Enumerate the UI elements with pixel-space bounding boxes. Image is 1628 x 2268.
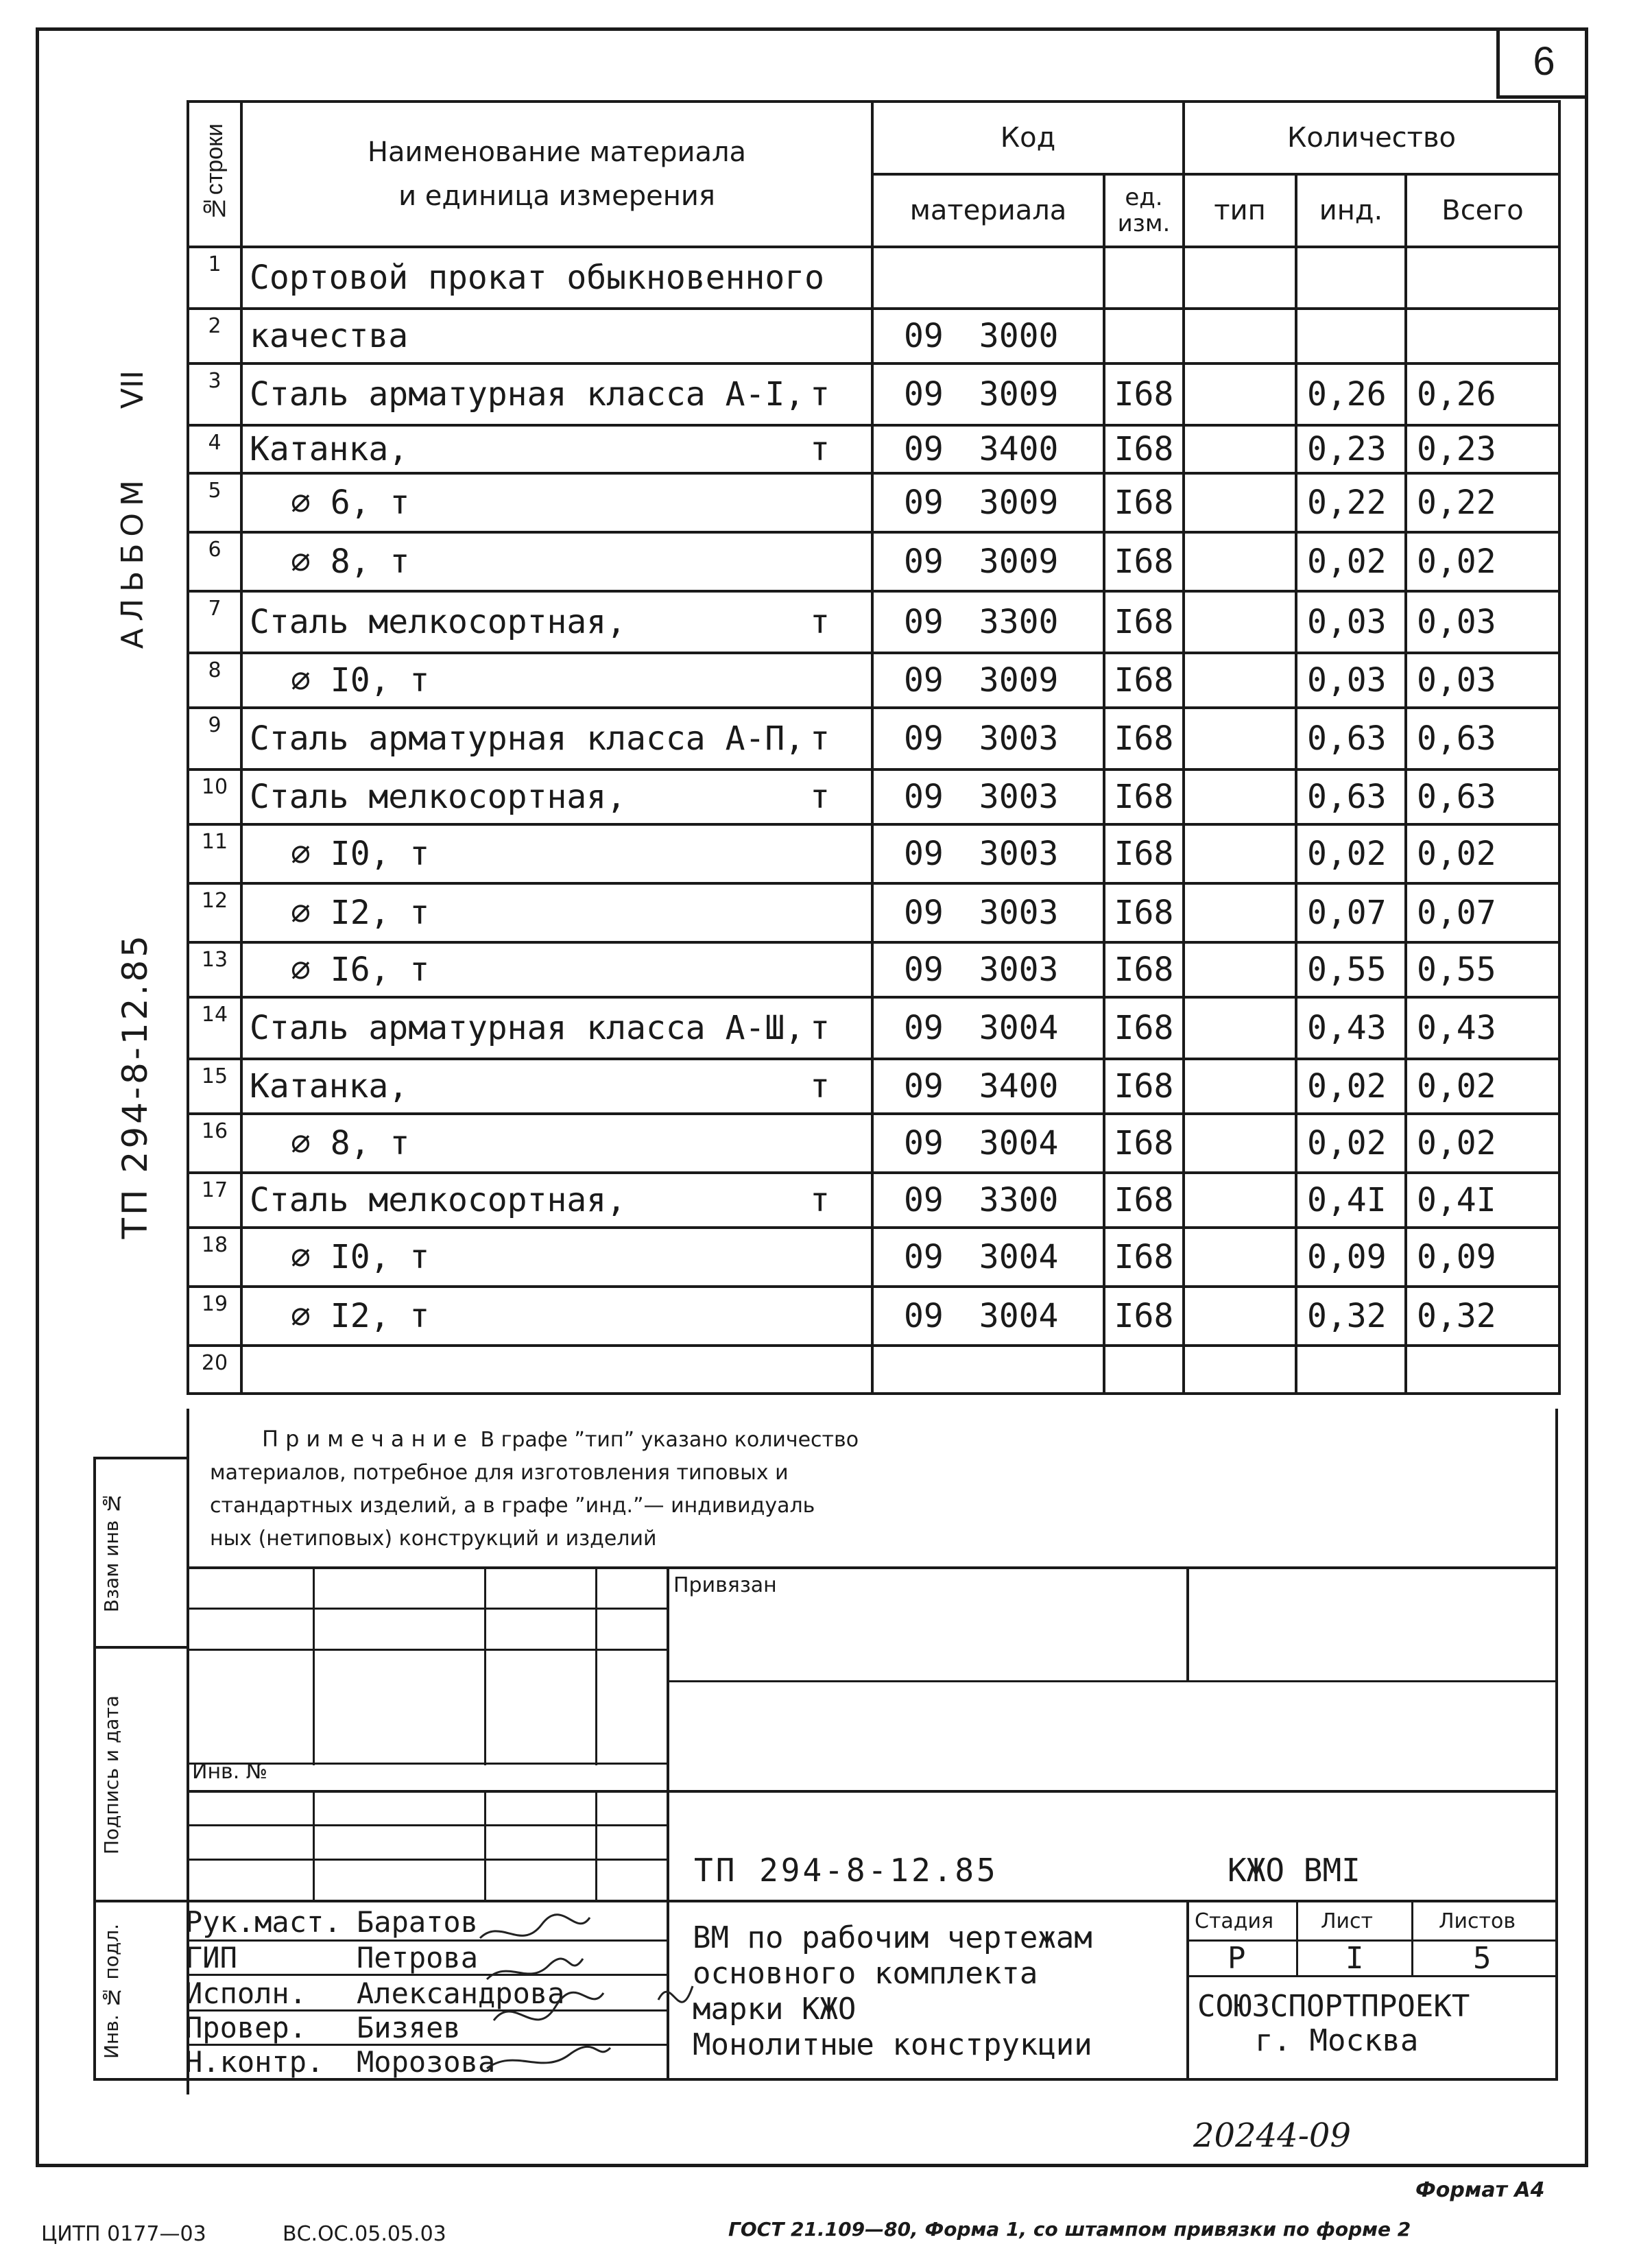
- table-row: [188, 883, 1559, 942]
- header-total: Всего: [1406, 174, 1559, 247]
- description-line: Монолитные конструкции: [693, 2027, 1092, 2062]
- role-title: Исполн.: [185, 1977, 307, 2010]
- row-number: 13: [188, 942, 241, 997]
- table-row: [188, 425, 1559, 473]
- qty-total: 0,4I: [1406, 1173, 1559, 1228]
- footer-right: ГОСТ 21.109—80, Форма 1, со штампом привязки по форме 2: [728, 2218, 1411, 2241]
- row-number: 15: [188, 1059, 241, 1114]
- org-city: г. Москва: [1255, 2023, 1419, 2058]
- material-code: 09 3400: [872, 1059, 1104, 1114]
- qty-ind: 0,23: [1296, 425, 1406, 473]
- material-name: ∅ I0, т: [241, 1228, 872, 1287]
- header-code: Код: [872, 102, 1184, 174]
- qty-total: 0,26: [1406, 363, 1559, 425]
- qty-type: [1184, 824, 1296, 883]
- qty-total: 0,55: [1406, 942, 1559, 997]
- material-code: 09 3009: [872, 473, 1104, 532]
- table-row: [188, 363, 1559, 425]
- qty-total: 0,23: [1406, 425, 1559, 473]
- table-row: [188, 1114, 1559, 1173]
- qty-type: [1184, 653, 1296, 708]
- row-number: 11: [188, 824, 241, 883]
- material-code: 09 3009: [872, 363, 1104, 425]
- material-code: 09 3003: [872, 708, 1104, 769]
- table-row: [188, 708, 1559, 769]
- qty-ind: 0,03: [1296, 653, 1406, 708]
- table-row: [188, 1228, 1559, 1287]
- material-code: 09 3004: [872, 1228, 1104, 1287]
- material-name: Сортовой прокат обыкновенного: [241, 247, 872, 309]
- note-line2: материалов, потребное для изготовления типовых и: [210, 1461, 789, 1485]
- qty-total: [1406, 309, 1559, 363]
- qty-total: 0,02: [1406, 1114, 1559, 1173]
- qty-ind: 0,26: [1296, 363, 1406, 425]
- unit-code: I68: [1104, 1287, 1184, 1346]
- material-code: 09 3300: [872, 591, 1104, 653]
- qty-ind: 0,02: [1296, 824, 1406, 883]
- album-number: VII: [115, 370, 150, 409]
- role-title: Провер.: [185, 2011, 307, 2044]
- note-line1: В графе ”тип” указано количество: [480, 1428, 859, 1452]
- qty-ind: 0,03: [1296, 591, 1406, 653]
- material-name: ∅ I0, т: [241, 824, 872, 883]
- qty-type: [1184, 309, 1296, 363]
- qty-total: 0,63: [1406, 708, 1559, 769]
- qty-total: 0,02: [1406, 824, 1559, 883]
- page-number: 6: [1496, 27, 1588, 99]
- qty-type: [1184, 708, 1296, 769]
- row-number: 17: [188, 1173, 241, 1228]
- material-code: 09 3300: [872, 1173, 1104, 1228]
- material-code: 09 3004: [872, 1287, 1104, 1346]
- material-name: Сталь арматурная класса А-П, т: [241, 708, 872, 769]
- qty-type: [1184, 532, 1296, 591]
- material-code: 09 3003: [872, 769, 1104, 824]
- material-code: [872, 1346, 1104, 1394]
- qty-total: 0,03: [1406, 653, 1559, 708]
- row-number: 3: [188, 363, 241, 425]
- material-name: ∅ I6, т: [241, 942, 872, 997]
- qty-type: [1184, 997, 1296, 1059]
- row-number: 4: [188, 425, 241, 473]
- qty-total: 0,02: [1406, 1059, 1559, 1114]
- row-number: 10: [188, 769, 241, 824]
- row-number: 7: [188, 591, 241, 653]
- note-line3: стандартных изделий, а в графе ”инд.”— индивидуаль: [210, 1494, 815, 1518]
- material-code: [872, 247, 1104, 309]
- row-number: 8: [188, 653, 241, 708]
- row-number: 18: [188, 1228, 241, 1287]
- material-name: ∅ 6, т: [241, 473, 872, 532]
- row-number: 6: [188, 532, 241, 591]
- qty-total: 0,22: [1406, 473, 1559, 532]
- unit-code: I68: [1104, 997, 1184, 1059]
- unit-code: I68: [1104, 708, 1184, 769]
- unit-code: I68: [1104, 942, 1184, 997]
- handwritten-number: 20244-09: [1193, 2116, 1351, 2155]
- material-code: 09 3003: [872, 883, 1104, 942]
- qty-total: 0,63: [1406, 769, 1559, 824]
- qty-type: [1184, 1173, 1296, 1228]
- stage-value: Р: [1228, 1941, 1246, 1976]
- table-row: [188, 309, 1559, 363]
- format-label: Формат А4: [1415, 2178, 1545, 2202]
- row-number: 1: [188, 247, 241, 309]
- inv-no-label: Инв. №: [192, 1760, 268, 1784]
- qty-type: [1184, 1346, 1296, 1394]
- qty-ind: 0,32: [1296, 1287, 1406, 1346]
- footer-left: ЦИТП 0177—03: [41, 2222, 206, 2246]
- role-title: Рук.маст.: [185, 1905, 342, 1939]
- unit-code: I68: [1104, 1059, 1184, 1114]
- material-code: 09 3003: [872, 942, 1104, 997]
- header-unit: ед. изм.: [1104, 174, 1184, 247]
- row-number: 19: [188, 1287, 241, 1346]
- header-material: материала: [872, 174, 1104, 247]
- unit-code: I68: [1104, 1173, 1184, 1228]
- note-title: Примечание: [262, 1426, 474, 1452]
- table-body: [188, 247, 1559, 1394]
- sheet-value: I: [1345, 1941, 1364, 1976]
- table-row: [188, 1173, 1559, 1228]
- role-person: Бизяев: [357, 2011, 461, 2044]
- material-name: Сталь мелкосортная, т: [241, 591, 872, 653]
- table-row: [188, 942, 1559, 997]
- table-row: [188, 1346, 1559, 1394]
- header-row-no: №строки: [188, 102, 241, 247]
- vzam-inv-label: Взам инв №: [100, 1491, 123, 1613]
- qty-type: [1184, 591, 1296, 653]
- unit-code: I68: [1104, 824, 1184, 883]
- qty-ind: 0,4I: [1296, 1173, 1406, 1228]
- sheets-value: 5: [1473, 1941, 1492, 1976]
- role-title: ГИП: [185, 1941, 237, 1974]
- table-row: [188, 653, 1559, 708]
- table-row: [188, 591, 1559, 653]
- role-title: Н.контр.: [185, 2045, 324, 2079]
- note-line4: ных (нетиповых) конструкций и изделий: [210, 1527, 657, 1551]
- qty-ind: 0,22: [1296, 473, 1406, 532]
- material-code: 09 3003: [872, 824, 1104, 883]
- doc-code: ТП 294-8-12.85: [694, 1852, 998, 1889]
- material-name: Сталь арматурная класса А-I, т: [241, 363, 872, 425]
- unit-code: I68: [1104, 591, 1184, 653]
- qty-total: 0,03: [1406, 591, 1559, 653]
- header-name: Наименование материала и единица измерения: [241, 102, 872, 247]
- unit-code: I68: [1104, 1228, 1184, 1287]
- qty-total: 0,07: [1406, 883, 1559, 942]
- row-number: 14: [188, 997, 241, 1059]
- table-row: [188, 1059, 1559, 1114]
- qty-type: [1184, 425, 1296, 473]
- unit-code: I68: [1104, 653, 1184, 708]
- material-name: ∅ I0, т: [241, 653, 872, 708]
- unit-code: I68: [1104, 425, 1184, 473]
- role-person: Петрова: [357, 1941, 479, 1974]
- qty-ind: 0,07: [1296, 883, 1406, 942]
- table-row: [188, 997, 1559, 1059]
- qty-total: 0,43: [1406, 997, 1559, 1059]
- header-ind: инд.: [1296, 174, 1406, 247]
- description-line: марки КЖО: [693, 1992, 857, 2027]
- qty-ind: 0,55: [1296, 942, 1406, 997]
- unit-code: [1104, 1346, 1184, 1394]
- podpis-data-label: Подпись и дата: [100, 1695, 123, 1854]
- qty-ind: 0,09: [1296, 1228, 1406, 1287]
- qty-total: 0,32: [1406, 1287, 1559, 1346]
- unit-code: [1104, 247, 1184, 309]
- qty-ind: 0,02: [1296, 1114, 1406, 1173]
- qty-total: 0,02: [1406, 532, 1559, 591]
- row-number: 12: [188, 883, 241, 942]
- material-name: ∅ 8, т: [241, 1114, 872, 1173]
- privyazan-label: Привязан: [673, 1573, 777, 1597]
- qty-ind: 0,43: [1296, 997, 1406, 1059]
- table-row: [188, 247, 1559, 309]
- signatures: [473, 1911, 706, 2089]
- qty-type: [1184, 363, 1296, 425]
- material-code: 09 3400: [872, 425, 1104, 473]
- table-row: [188, 473, 1559, 532]
- material-name: ∅ 8, т: [241, 532, 872, 591]
- sheet-label: Лист: [1321, 1909, 1374, 1933]
- unit-code: I68: [1104, 532, 1184, 591]
- material-name: Сталь мелкосортная, т: [241, 769, 872, 824]
- description-line: ВМ по рабочим чертежам: [693, 1920, 1092, 1955]
- doc-description: [693, 1920, 1092, 2063]
- materials-table: [187, 100, 1561, 1395]
- description-line: основного комплекта: [693, 1956, 1038, 1991]
- qty-type: [1184, 883, 1296, 942]
- material-name: Катанка, т: [241, 425, 872, 473]
- material-name: Катанка, т: [241, 1059, 872, 1114]
- role-person: Морозова: [357, 2045, 496, 2079]
- qty-ind: 0,02: [1296, 1059, 1406, 1114]
- qty-type: [1184, 473, 1296, 532]
- inv-podl-label: Инв. № подл.: [100, 1923, 123, 2059]
- row-number: 20: [188, 1346, 241, 1394]
- qty-type: [1184, 1059, 1296, 1114]
- material-code: 09 3009: [872, 532, 1104, 591]
- row-number: 16: [188, 1114, 241, 1173]
- unit-code: I68: [1104, 769, 1184, 824]
- material-code: 09 3004: [872, 1114, 1104, 1173]
- table-row: [188, 1287, 1559, 1346]
- row-number: 9: [188, 708, 241, 769]
- header-type: тип: [1184, 174, 1296, 247]
- unit-code: I68: [1104, 473, 1184, 532]
- qty-ind: 0,63: [1296, 769, 1406, 824]
- stage-label: Стадия: [1195, 1909, 1274, 1933]
- material-code: 09 3009: [872, 653, 1104, 708]
- qty-ind: 0,63: [1296, 708, 1406, 769]
- row-number: 2: [188, 309, 241, 363]
- unit-code: I68: [1104, 1114, 1184, 1173]
- qty-ind: [1296, 247, 1406, 309]
- material-name: качества: [241, 309, 872, 363]
- unit-code: I68: [1104, 363, 1184, 425]
- table-row: [188, 769, 1559, 824]
- qty-type: [1184, 769, 1296, 824]
- note: [210, 1422, 1033, 1555]
- unit-code: [1104, 309, 1184, 363]
- role-person: Александрова: [357, 1977, 565, 2010]
- qty-total: [1406, 247, 1559, 309]
- table-row: [188, 824, 1559, 883]
- material-name: Сталь арматурная класса А-Ш, т: [241, 997, 872, 1059]
- qty-total: 0,09: [1406, 1228, 1559, 1287]
- footer-mid: ВС.ОС.05.05.03: [283, 2222, 446, 2246]
- qty-ind: [1296, 309, 1406, 363]
- row-number: 5: [188, 473, 241, 532]
- unit-code: I68: [1104, 883, 1184, 942]
- qty-type: [1184, 1287, 1296, 1346]
- role-person: Баратов: [357, 1905, 479, 1939]
- header-quantity: Количество: [1184, 102, 1559, 174]
- qty-type: [1184, 942, 1296, 997]
- qty-ind: [1296, 1346, 1406, 1394]
- material-name: ∅ I2, т: [241, 1287, 872, 1346]
- qty-type: [1184, 1114, 1296, 1173]
- qty-total: [1406, 1346, 1559, 1394]
- album-label: АЛЬБОМ: [115, 473, 150, 649]
- doc-mark: КЖО ВМI: [1228, 1852, 1361, 1889]
- project-code-side: ТП 294-8-12.85: [115, 933, 155, 1239]
- org-name: СОЮЗСПОРТПРОЕКТ: [1197, 1989, 1470, 2024]
- material-name: Сталь мелкосортная, т: [241, 1173, 872, 1228]
- sheets-label: Листов: [1439, 1909, 1516, 1933]
- table-row: [188, 532, 1559, 591]
- material-code: 09 3004: [872, 997, 1104, 1059]
- material-code: 09 3000: [872, 309, 1104, 363]
- qty-ind: 0,02: [1296, 532, 1406, 591]
- qty-type: [1184, 247, 1296, 309]
- material-name: ∅ I2, т: [241, 883, 872, 942]
- qty-type: [1184, 1228, 1296, 1287]
- material-name: [241, 1346, 872, 1394]
